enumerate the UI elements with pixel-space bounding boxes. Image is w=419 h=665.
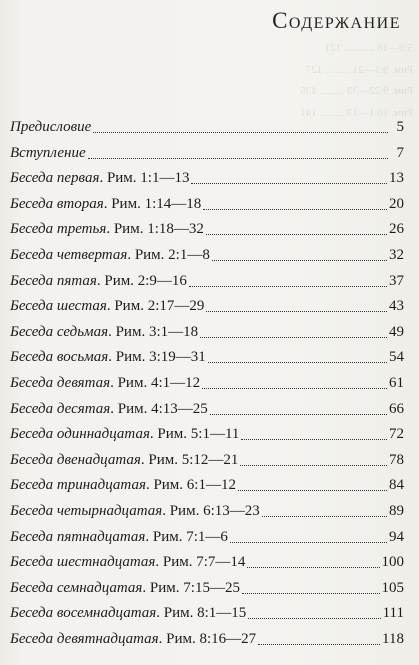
toc-entry-page: 7 bbox=[396, 144, 404, 161]
toc-entry-name: Беседа двенадцатая bbox=[10, 451, 141, 468]
dot-leader bbox=[262, 499, 387, 517]
toc-entry-title bbox=[10, 371, 200, 397]
toc-entry-separator: . bbox=[127, 246, 135, 263]
toc-entry bbox=[10, 217, 404, 243]
toc-entry bbox=[10, 294, 404, 320]
toc-entry-title bbox=[10, 217, 204, 243]
toc-entry-title bbox=[10, 576, 240, 602]
toc-entry-separator: . bbox=[145, 477, 154, 494]
dot-leader bbox=[206, 217, 387, 235]
dot-leader bbox=[248, 601, 380, 619]
toc-entry-title bbox=[10, 192, 201, 218]
toc-entry-page: 49 bbox=[389, 323, 404, 340]
toc-entry-title bbox=[10, 115, 91, 141]
toc-entry-page: 66 bbox=[389, 400, 404, 417]
toc-entry-name: Беседа шестнадцатая bbox=[10, 554, 156, 571]
toc-entry-page: 61 bbox=[389, 374, 404, 391]
toc-entry-title bbox=[10, 243, 210, 269]
toc-entry bbox=[10, 397, 404, 423]
toc-entry-separator: . bbox=[155, 554, 163, 571]
toc-entry bbox=[10, 243, 404, 269]
toc-entry-title bbox=[10, 422, 239, 448]
toc-entry-name: Беседа пятая bbox=[10, 272, 97, 289]
toc-entry-page: 89 bbox=[389, 502, 404, 519]
dot-leader bbox=[241, 422, 387, 440]
dot-leader bbox=[200, 320, 387, 338]
toc-entry-title bbox=[10, 166, 189, 192]
toc-entry-separator: . bbox=[145, 528, 153, 545]
toc-entry-title bbox=[10, 269, 187, 295]
toc-entry-separator: . bbox=[142, 579, 150, 596]
toc-entry bbox=[10, 422, 404, 448]
toc-entry bbox=[10, 448, 404, 474]
toc-entry-name: Беседа тринадцатая bbox=[10, 477, 146, 494]
toc-entry-reference: Рим. 1:1—13 bbox=[106, 170, 190, 187]
dot-leader bbox=[258, 627, 380, 645]
toc-entry bbox=[10, 525, 404, 551]
page-heading: Содержание bbox=[272, 8, 401, 33]
toc-entry bbox=[10, 627, 404, 653]
toc-entry-separator: . bbox=[96, 272, 105, 289]
dot-leader bbox=[212, 243, 387, 261]
toc-entry bbox=[10, 550, 404, 576]
dot-leader bbox=[210, 397, 387, 415]
toc-entry-reference: Рим. 1:18—32 bbox=[113, 221, 204, 238]
toc-entry bbox=[10, 473, 404, 499]
toc-entry-separator: . bbox=[106, 298, 115, 315]
toc-entry bbox=[10, 499, 404, 525]
toc-entry-separator: . bbox=[108, 349, 116, 366]
toc-entry-page: 111 bbox=[382, 605, 404, 622]
toc-entry-page: 37 bbox=[389, 272, 404, 289]
toc-entry-reference: Рим. 7:7—14 bbox=[162, 554, 246, 571]
toc-entry-name: Беседа девятнадцатая bbox=[10, 630, 159, 647]
toc-entry-separator: . bbox=[106, 221, 114, 238]
toc-entry-page: 5 bbox=[396, 119, 404, 135]
toc-entry-page: 32 bbox=[389, 246, 404, 263]
toc-entry-page: 13 bbox=[389, 170, 404, 187]
toc-entry-page: 105 bbox=[381, 579, 404, 596]
toc-entry bbox=[10, 269, 404, 295]
toc-entry-name: Беседа шестая bbox=[10, 298, 107, 315]
toc-entry bbox=[10, 345, 404, 371]
toc-entry-name: Беседа седьмая bbox=[10, 323, 109, 340]
toc-entry-title bbox=[10, 448, 238, 474]
toc-entry-separator: . bbox=[108, 323, 116, 340]
dot-leader bbox=[88, 141, 388, 159]
toc-entry-separator: . bbox=[140, 451, 149, 468]
toc-entry-name: Беседа восемнадцатая bbox=[10, 605, 157, 622]
bleed-through-text bbox=[223, 38, 413, 124]
toc-entry-reference: Рим. 3:19—31 bbox=[115, 349, 206, 366]
toc-entry-reference: Рим. 6:13—23 bbox=[169, 502, 260, 519]
toc-entry-title bbox=[10, 397, 208, 423]
toc-entry-name: Беседа четырнадцатая bbox=[10, 502, 163, 519]
toc-entry-title bbox=[10, 345, 206, 371]
toc-entry-page: 84 bbox=[389, 477, 404, 494]
toc-entry-reference: Рим. 8:16—27 bbox=[166, 630, 257, 647]
toc-entry-title bbox=[10, 525, 228, 551]
toc-entry-page: 26 bbox=[389, 221, 404, 238]
toc-entry-reference: Рим. 2:17—29 bbox=[114, 298, 205, 315]
dot-leader bbox=[93, 115, 388, 133]
table-of-contents bbox=[10, 115, 404, 652]
toc-entry-separator: . bbox=[149, 426, 158, 443]
toc-entry-separator: . bbox=[158, 630, 167, 647]
toc-entry bbox=[10, 576, 404, 602]
toc-entry-name: Беседа вторая bbox=[10, 195, 104, 212]
toc-entry-separator: . bbox=[99, 170, 107, 187]
toc-entry-name: Предисловие bbox=[10, 119, 92, 135]
toc-entry bbox=[10, 192, 404, 218]
toc-entry-name: Беседа девятая bbox=[10, 374, 111, 391]
toc-entry-page: 20 bbox=[389, 195, 404, 212]
dot-leader bbox=[206, 294, 387, 312]
toc-entry-reference: Рим. 7:15—25 bbox=[149, 579, 240, 596]
toc-entry-title bbox=[10, 601, 246, 627]
toc-entry bbox=[10, 115, 404, 141]
toc-entry-name: Беседа третья bbox=[10, 221, 107, 238]
toc-entry-reference: Рим. 1:14—18 bbox=[111, 195, 202, 212]
toc-entry-name: Беседа четвертая bbox=[10, 246, 128, 263]
toc-entry-separator: . bbox=[162, 502, 170, 519]
bleed-line: Рим. 10:1—13 ......... 141 bbox=[300, 106, 413, 119]
toc-entry-separator: . bbox=[110, 400, 118, 417]
toc-entry-title bbox=[10, 499, 260, 525]
toc-entry-name: Беседа пятнадцатая bbox=[10, 528, 146, 545]
toc-entry bbox=[10, 141, 404, 167]
toc-entry-separator: . bbox=[156, 605, 164, 622]
toc-entry bbox=[10, 166, 404, 192]
toc-entry-reference: Рим. 4:1—12 bbox=[117, 374, 201, 391]
toc-entry bbox=[10, 320, 404, 346]
toc-entry bbox=[10, 371, 404, 397]
dot-leader bbox=[238, 473, 387, 491]
toc-entry-separator: . bbox=[103, 195, 112, 212]
toc-entry-name: Вступление bbox=[10, 144, 86, 161]
toc-entry-page: 54 bbox=[389, 349, 404, 366]
toc-entry-separator: . bbox=[110, 374, 118, 391]
toc-entry-page: 78 bbox=[389, 451, 404, 468]
toc-entry-title bbox=[10, 294, 204, 320]
dot-leader bbox=[189, 269, 387, 287]
toc-entry-reference: Рим. 8:1—15 bbox=[163, 605, 247, 622]
dot-leader bbox=[242, 576, 380, 594]
dot-leader bbox=[247, 550, 379, 568]
dot-leader bbox=[230, 525, 387, 543]
dot-leader bbox=[202, 371, 387, 389]
toc-entry bbox=[10, 601, 404, 627]
dot-leader bbox=[191, 166, 387, 184]
toc-entry-page: 118 bbox=[382, 630, 404, 647]
toc-entry-page: 72 bbox=[389, 426, 404, 443]
dot-leader bbox=[240, 448, 387, 466]
bleed-line: Рим. 9:22—33 ......... 135 bbox=[300, 85, 413, 97]
toc-entry-reference: Рим. 2:1—8 bbox=[134, 246, 210, 263]
toc-entry-title bbox=[10, 320, 198, 346]
bleed-line: Рим. 9:1—21 ......... 127 bbox=[305, 63, 413, 76]
toc-entry-page: 43 bbox=[389, 298, 404, 315]
toc-entry-name: Беседа одиннадцатая bbox=[10, 426, 150, 443]
toc-entry-reference: Рим. 7:1—6 bbox=[152, 528, 228, 545]
toc-entry-title bbox=[10, 627, 256, 653]
toc-entry-reference: Рим. 4:13—25 bbox=[117, 400, 208, 417]
toc-entry-title bbox=[10, 141, 86, 167]
toc-entry-name: Беседа первая bbox=[10, 170, 100, 187]
toc-entry-title bbox=[10, 550, 245, 576]
toc-entry-page: 94 bbox=[389, 528, 404, 545]
toc-entry-name: Беседа десятая bbox=[10, 400, 111, 417]
dot-leader bbox=[208, 345, 387, 363]
toc-entry-reference: Рим. 3:1—18 bbox=[115, 323, 199, 340]
toc-entry-reference: Рим. 2:9—16 bbox=[104, 272, 187, 289]
toc-entry-name: Беседа семнадцатая bbox=[10, 579, 143, 596]
toc-entry-name: Беседа восьмая bbox=[10, 349, 109, 366]
bleed-line: 5:9—16 ........... 121 bbox=[324, 42, 413, 54]
dot-leader bbox=[203, 192, 387, 210]
toc-entry-title bbox=[10, 473, 236, 499]
toc-entry-page: 100 bbox=[381, 554, 404, 571]
toc-entry-reference: Рим. 6:1—12 bbox=[153, 477, 236, 494]
toc-entry-reference: Рим. 5:1—11 bbox=[157, 426, 240, 443]
toc-entry-reference: Рим. 5:12—21 bbox=[148, 451, 239, 468]
